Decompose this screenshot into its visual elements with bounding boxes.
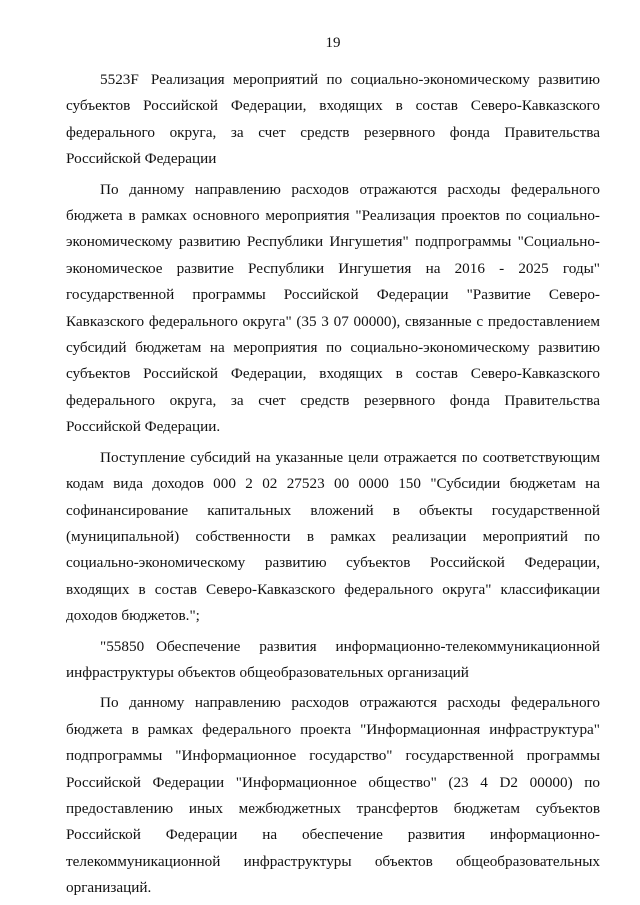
body-paragraph: Поступление субсидий на указанные цели отражается по соответствующим кодам вида доходов 000 2 02 27523 00 0000 150 "Субсидии бюджетам на софинансирование капитальных вложений в объекты государственной (муниципальной) собственности в рамках реализации мероприятий по социально-экономическому развитию субъектов Российской Федерации, входящих в состав Северо-Кавказского федерального округа" классификации доходов бюджетов."; [66,448,600,625]
body-paragraph: По данному направлению расходов отражаются расходы федерального бюджета в рамках основного мероприятия "Реализация проектов по социально-экономическому развитию Республики Ингушетия" подпрограммы "Социально-экономическое развитие Республики Ингушетия на 2016 - 2025 годы" государственной программы Российской Федерации "Развитие Северо-Кавказского федерального округа" (35 3 07 00000), связанные с предоставлением субсидий бюджетам на мероприятия по социально-экономическому развитию субъектов Российской Федерации, входящих в состав Северо-Кавказского федерального округа, за счет средств резервного фонда Правительства Российской Федерации. [66,180,600,436]
section-heading-5523F [66,67,600,173]
section-heading-55850 [66,634,600,687]
document-body [66,67,600,902]
section-code: "55850 [100,637,145,655]
section-title: Реализация мероприятий по социально-экономическому развитию субъектов Российской Федерации, входящих в состав Северо-Кавказского федерального округа, за счет средств резервного фонда Правительства Российской Федерации [66,71,600,168]
page-number: 19 [325,35,341,51]
section-code: 5523F [100,71,139,88]
body-paragraph: По данному направлению расходов отражаются расходы федерального бюджета в рамках федерального проекта "Информационная инфраструктура" подпрограммы "Информационное государство" государственной программы Российской Федерации "Информационное общество" (23 4 D2 00000) по предоставлению иных межбюджетных трансфертов бюджетам субъектов Российской Федерации на обеспечение развития информационно-телекоммуникационной инфраструктуры объектов общеобразовательных организаций. [66,694,600,897]
document-page [66,0,600,905]
section-title: Обеспечение развития информационно-телекоммуникационной инфраструктуры объектов общеобразовательных организаций [66,637,600,681]
